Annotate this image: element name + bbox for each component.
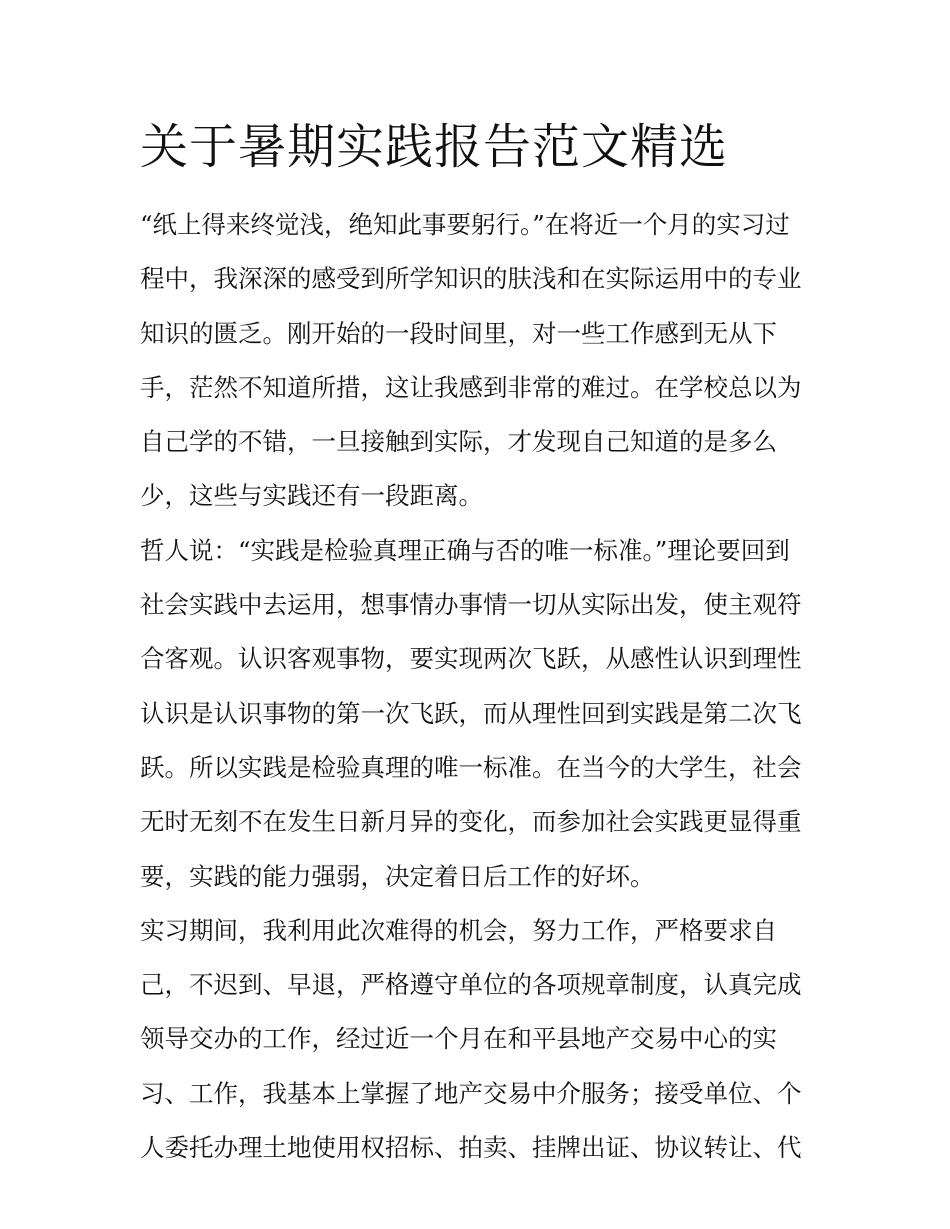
text-line: 哲人说：“实践是检验真理正确与否的唯一标准。”理论要回到 (140, 535, 790, 565)
text-line: 知识的匮乏。刚开始的一段时间里，对一些工作感到无从下 (140, 318, 777, 348)
text-line: 合客观。认识客观事物，要实现两次飞跃，从感性认识到理性 (140, 644, 802, 674)
text-line: 己，不迟到、早退，严格遵守单位的各项规章制度，认真完成 (140, 970, 802, 1000)
text-line: 社会实践中去运用，想事情办事情一切从实际出发，使主观符 (140, 590, 802, 620)
text-line: 要，实践的能力强弱，决定着日后工作的好坏。 (140, 861, 655, 891)
document-body (140, 198, 820, 1175)
text-line: “纸上得来终觉浅，绝知此事要躬行。”在将近一个月的实习过 (140, 210, 790, 239)
text-line: 习、工作，我基本上掌握了地产交易中介服务；接受单位、个 (140, 1078, 802, 1108)
text-line: 程中，我深深的感受到所学知识的肤浅和在实际运用中的专业 (140, 264, 802, 294)
text-line: 跃。所以实践是检验真理的唯一标准。在当今的大学生，社会 (140, 752, 802, 782)
document-title: 关于暑期实践报告范文精选 (140, 119, 729, 175)
text-line: 领导交办的工作，经过近一个月在和平县地产交易中心的实 (140, 1024, 777, 1054)
text-line: 人委托办理土地使用权招标、拍卖、挂牌出证、协议转让、代 (140, 1133, 802, 1163)
text-line: 无时无刻不在发生日新月异的变化，而参加社会实践更显得重 (140, 807, 802, 837)
text-line: 手，茫然不知道所措，这让我感到非常的难过。在学校总以为 (140, 372, 802, 402)
text-line: 少，这些与实践还有一段距离。 (140, 481, 483, 511)
text-line: 认识是认识事物的第一次飞跃，而从理性回到实践是第二次飞 (140, 698, 802, 728)
text-line: 实习期间，我利用此次难得的机会，努力工作，严格要求自 (140, 915, 777, 945)
text-line: 自己学的不错，一旦接触到实际，才发现自己知道的是多么 (140, 427, 777, 457)
